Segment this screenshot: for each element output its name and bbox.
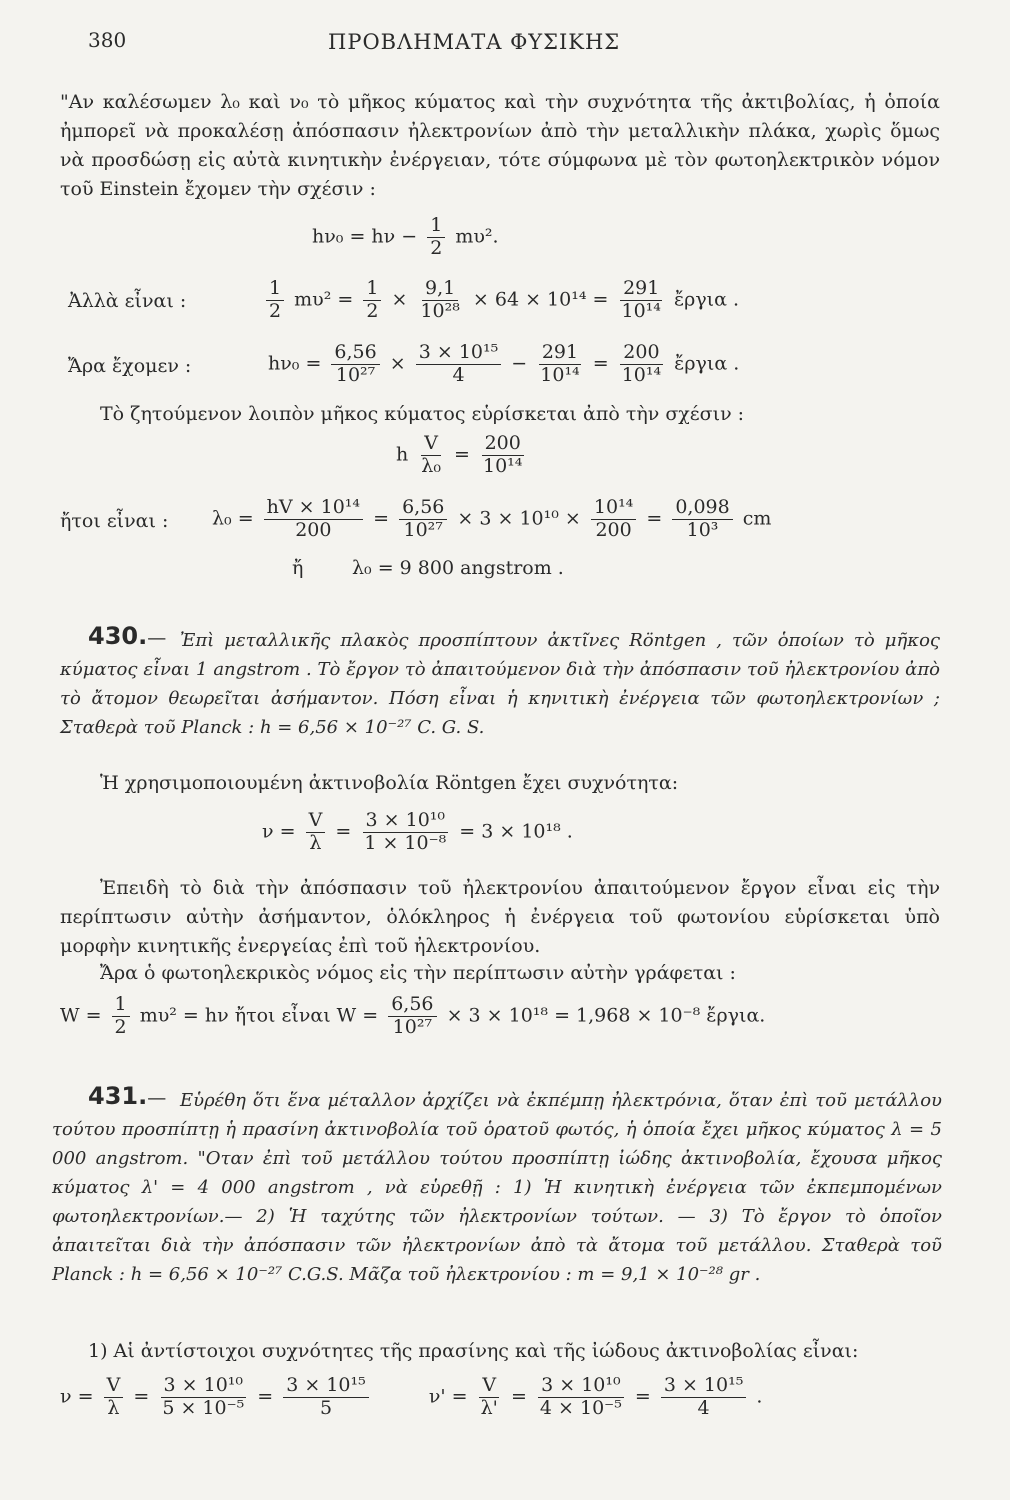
ara-f3-num: 291 <box>539 342 581 365</box>
ara-f1-den: 10²⁷ <box>335 363 376 386</box>
f-eq1: = <box>133 1385 150 1408</box>
equation-relation <box>396 433 529 478</box>
alla-f3-num: 9,1 <box>422 278 458 301</box>
alla-mid2: × <box>391 288 408 311</box>
rel-eq: = <box>454 443 470 466</box>
itoi-f1-den: 200 <box>295 518 332 541</box>
w-f2-den: 10²⁷ <box>392 1015 433 1038</box>
itoi-frac3 <box>591 497 636 542</box>
itoi-mid: × 3 × 10¹⁰ × <box>457 507 581 530</box>
because-paragraph: Ἐπειδὴ τὸ διὰ τὴν ἀπόσπασιν τοῦ ἠλεκτρονίου ἀπαιτούμενον ἔργον εἶναι εἰς τὴν περίπτωσιν αὐτὴν ἀσήμαντον, ὁλόκληρος ἡ ἐνέργεια τοῦ φωτονίου εὑρίσκεται ὑπὸ μορφὴν κινητικῆς ἐνεργείας ἐπὶ τοῦ ἠλεκτρονίου. <box>60 877 940 957</box>
intro-paragraph: "Αν καλέσωμεν λ₀ καὶ ν₀ τὸ μῆκος κύματος καὶ τὴν συχνότητα τῆς ἀκτιβολίας, ἡ ὁποία ἠμπορεῖ νὰ προκαλέσῃ ἀπόσπασιν ἠλεκτρονίων ἀπὸ τὴν μεταλλικὴν πλάκα, χωρὶς ὅμως νὰ προσδώσῃ εἰς αὐτὰ κινητικὴν ἐνέργειαν, τότε σύμφωνα μὲ τὸν φωτοηλεκτρικὸν νόμον τοῦ Einstein ἔχομεν τὴν σχέσιν : <box>60 91 940 200</box>
f-e-den: 4 × 10⁻⁵ <box>539 1396 622 1419</box>
ara-f4-num: 200 <box>620 342 662 365</box>
w-lhs: W = <box>60 1004 102 1027</box>
ara-f2-den: 4 <box>452 363 465 386</box>
ara-lhs: hν₀ = <box>268 352 322 375</box>
f-frac-e <box>537 1375 625 1420</box>
ara-mid3: = <box>592 352 609 375</box>
f-frac-a <box>104 1375 124 1420</box>
problem-430-dash: — <box>147 627 167 649</box>
w-rhs: × 3 × 10¹⁸ = 1,968 × 10⁻⁸ ἔργια. <box>446 1004 766 1027</box>
alla-f1-num: 1 <box>266 278 284 301</box>
problem-431-number: 431. <box>88 1082 148 1110</box>
itoi-eq2: = <box>646 507 663 530</box>
nu-lhs: ν = <box>262 820 296 843</box>
eq1-right: mυ². <box>455 225 499 248</box>
itoi-frac1 <box>264 497 363 542</box>
f-d-num: V <box>479 1375 499 1398</box>
ara-f2-num: 3 × 10¹⁵ <box>416 342 502 365</box>
f-c-num: 3 × 10¹⁵ <box>283 1375 369 1398</box>
problem-431-statement: Εὑρέθη ὅτι ἕνα μέταλλον ἀρχίζει νὰ ἐκπέμπῃ ἠλεκτρόνια, ὅταν ἐπὶ τοῦ μετάλλου τούτου προσπίπτῃ ἡ πρασίνη ἀκτινοβολία τοῦ ὁρατοῦ φωτός, ἡ ὁποία ἔχει μῆκος κύματος λ = 5 000 angstrom. "Οταν ἐπὶ τοῦ μετάλλου τούτου προσπίπτῃ ἰώδης ἀκτινοβολία, ἔχουσα μῆκος κύματος λ' = 4 000 angstrom , νὰ εὑρεθῇ : 1) Ἡ κινητικὴ ἐνέργεια τῶν ἐκπεμπομένων φωτοηλεκτρονίων.— 2) Ἡ ταχύτης τῶν ἠλεκτρονίων τούτων. — 3) Τὸ ἔργον τὸ ὁποῖον ἀπαιτεῖται διὰ τὴν ἀπόσπασιν τῶν ἠλεκτρονίων ἀπὸ τὰ ἄτομα τοῦ μετάλλου. Σταθερὰ τοῦ Planck : h = 6,56 × 10⁻²⁷ C.G.S. Μᾶζα τοῦ ἠλεκτρονίου : m = 9,1 × 10⁻²⁸ gr . <box>52 1090 942 1285</box>
solution-1-line: 1) Αἱ ἀντίστοιχοι συχνότητες τῆς πρασίνης καὶ τῆς ἰώδους ἀκτινοβολίας εἶναι: <box>88 1340 859 1362</box>
alla-frac3 <box>417 278 462 323</box>
nu-f2-den: 1 × 10⁻⁸ <box>364 831 447 854</box>
equation-lambda0 <box>212 497 771 542</box>
problem-430-number: 430. <box>88 622 148 650</box>
f2-lhs: ν' = <box>428 1385 468 1408</box>
f-d-den: λ' <box>480 1396 498 1419</box>
alla-f4-num: 291 <box>620 278 662 301</box>
nu-rhs: = 3 × 10¹⁸ . <box>459 820 573 843</box>
equation-nu <box>262 810 573 855</box>
nu-f1-den: λ <box>309 831 322 854</box>
alla-unit: ἔργια . <box>673 288 740 311</box>
nu-f1-num: V <box>306 810 326 833</box>
rel-f2-num: 200 <box>482 433 524 456</box>
ara-frac4 <box>619 342 664 387</box>
itoi-f2-num: 6,56 <box>399 497 447 520</box>
itoi-f4-num: 0,098 <box>672 497 732 520</box>
page-number: 380 <box>88 28 127 52</box>
f-lhs: ν = <box>60 1385 94 1408</box>
equation-frequencies <box>60 1375 762 1420</box>
ara-unit: ἔργια . <box>674 352 740 375</box>
result-lambda: λ₀ = 9 800 angstrom . <box>352 557 564 579</box>
rel-f1-den: λ₀ <box>421 454 441 477</box>
freq-text: Ἡ χρησιμοποιουμένη ἀκτινοβολία Röntgen ἔχει συχνότητα: <box>100 772 679 794</box>
itoi-unit: cm <box>742 507 772 530</box>
problem-431-dash: — <box>147 1087 167 1109</box>
f-eq2: = <box>257 1385 274 1408</box>
equation-w <box>60 994 765 1039</box>
sought-line: Τὸ ζητούμενον λοιπὸν μῆκος κύματος εὑρίσκεται ἀπὸ τὴν σχέσιν : <box>100 403 745 425</box>
ara-frac3 <box>537 342 582 387</box>
ara-f1-num: 6,56 <box>331 342 379 365</box>
alla-f1-den: 2 <box>269 299 282 322</box>
or-label: ἤ <box>292 557 304 579</box>
alla-mid3: × 64 × 10¹⁴ = <box>472 288 609 311</box>
f-end: . <box>756 1385 763 1408</box>
f-b-num: 3 × 10¹⁰ <box>161 1375 247 1398</box>
ara-label: Ἄρα ἔχομεν : <box>68 355 192 377</box>
w-f1-den: 2 <box>114 1015 127 1038</box>
alla-frac1 <box>266 278 284 323</box>
alla-frac4 <box>618 278 663 323</box>
nu-eq: = <box>335 820 352 843</box>
itoi-f4-den: 10³ <box>686 518 719 541</box>
itoi-f1-num: hV × 10¹⁴ <box>264 497 363 520</box>
rel-h: h <box>396 443 409 466</box>
f-frac-f <box>661 1375 747 1420</box>
ara-mid2: − <box>511 352 528 375</box>
ara-frac1 <box>331 342 379 387</box>
eq1-den: 2 <box>430 236 443 259</box>
ara-frac2 <box>416 342 502 387</box>
rel-f1-num: V <box>421 433 441 456</box>
rel-f2-den: 10¹⁴ <box>482 454 523 477</box>
f-eq4: = <box>634 1385 651 1408</box>
f-f-den: 4 <box>697 1396 710 1419</box>
itoi-f3-num: 10¹⁴ <box>591 497 636 520</box>
equation-kinetic <box>262 278 739 323</box>
eq1-left: hν₀ = hν − <box>312 225 418 248</box>
law-line: Ἄρα ὁ φωτοηλεκρικὸς νόμος εἰς τὴν περίπτωσιν αὐτὴν γράφεται : <box>100 962 736 984</box>
nu-f2-num: 3 × 10¹⁰ <box>363 810 449 833</box>
f-frac-b <box>159 1375 247 1420</box>
f-frac-d <box>478 1375 501 1420</box>
f-f-num: 3 × 10¹⁵ <box>661 1375 747 1398</box>
f-c-den: 5 <box>319 1396 333 1419</box>
itoi-f2-den: 10²⁷ <box>403 518 443 541</box>
w-frac1 <box>112 994 130 1039</box>
alla-f2-num: 1 <box>363 278 381 301</box>
f-a-den: λ <box>107 1396 120 1419</box>
equation-hv0 <box>268 342 739 387</box>
alla-f3-den: 10²⁸ <box>420 299 460 322</box>
w-frac2 <box>388 994 436 1039</box>
alla-f4-den: 10¹⁴ <box>621 299 661 322</box>
alla-mid1: mυ² = <box>294 288 354 311</box>
alla-label: Ἀλλὰ εἶναι : <box>68 290 187 312</box>
ara-f4-den: 10¹⁴ <box>621 363 662 386</box>
itoi-frac2 <box>399 497 447 542</box>
rel-frac2 <box>480 433 525 478</box>
f-frac-c <box>283 1375 369 1420</box>
equation-einstein <box>312 215 499 260</box>
ara-mid1: × <box>389 352 406 375</box>
alla-frac2 <box>363 278 381 323</box>
running-title: ΠΡΟΒΛΗΜΑΤΑ ΦΥΣΙΚΗΣ <box>328 30 621 54</box>
itoi-lhs: λ₀ = <box>212 507 254 530</box>
f-b-den: 5 × 10⁻⁵ <box>162 1396 245 1419</box>
itoi-eq1: = <box>373 507 390 530</box>
w-mid: mυ² = hν ἤτοι εἶναι W = <box>139 1004 379 1027</box>
eq1-num: 1 <box>427 215 445 238</box>
eq1-fraction <box>427 215 445 260</box>
w-f1-num: 1 <box>112 994 130 1017</box>
w-f2-num: 6,56 <box>388 994 436 1017</box>
nu-frac1 <box>306 810 326 855</box>
problem-430-statement: Ἐπὶ μεταλλικῆς πλακὸς προσπίπτουν ἀκτῖνες Röntgen , τῶν ὁποίων τὸ μῆκος κύματος εἶναι 1 angstrom . Τὸ ἔργον τὸ ἀπαιτούμενον διὰ τὴν ἀπόσπασιν τοῦ ἠλεκτρονίου ἀπὸ τὸ ἄτομον θεωρεῖται ἀσήμαντον. Πόση εἶναι ἡ κηνιτικὴ ἐνέργεια τῶν φωτοηλεκτρονίων ; Σταθερὰ τοῦ Planck : h = 6,56 × 10⁻²⁷ C. G. S. <box>60 630 940 738</box>
itoi-label: ἤτοι εἶναι : <box>60 510 169 532</box>
f-e-num: 3 × 10¹⁰ <box>538 1375 624 1398</box>
itoi-frac4 <box>672 497 732 542</box>
ara-f3-den: 10¹⁴ <box>540 363 580 386</box>
f-a-num: V <box>104 1375 124 1398</box>
nu-frac2 <box>361 810 449 855</box>
itoi-f3-den: 200 <box>595 518 632 541</box>
rel-frac1 <box>418 433 444 478</box>
f-eq3: = <box>510 1385 527 1408</box>
alla-f2-den: 2 <box>366 299 379 322</box>
